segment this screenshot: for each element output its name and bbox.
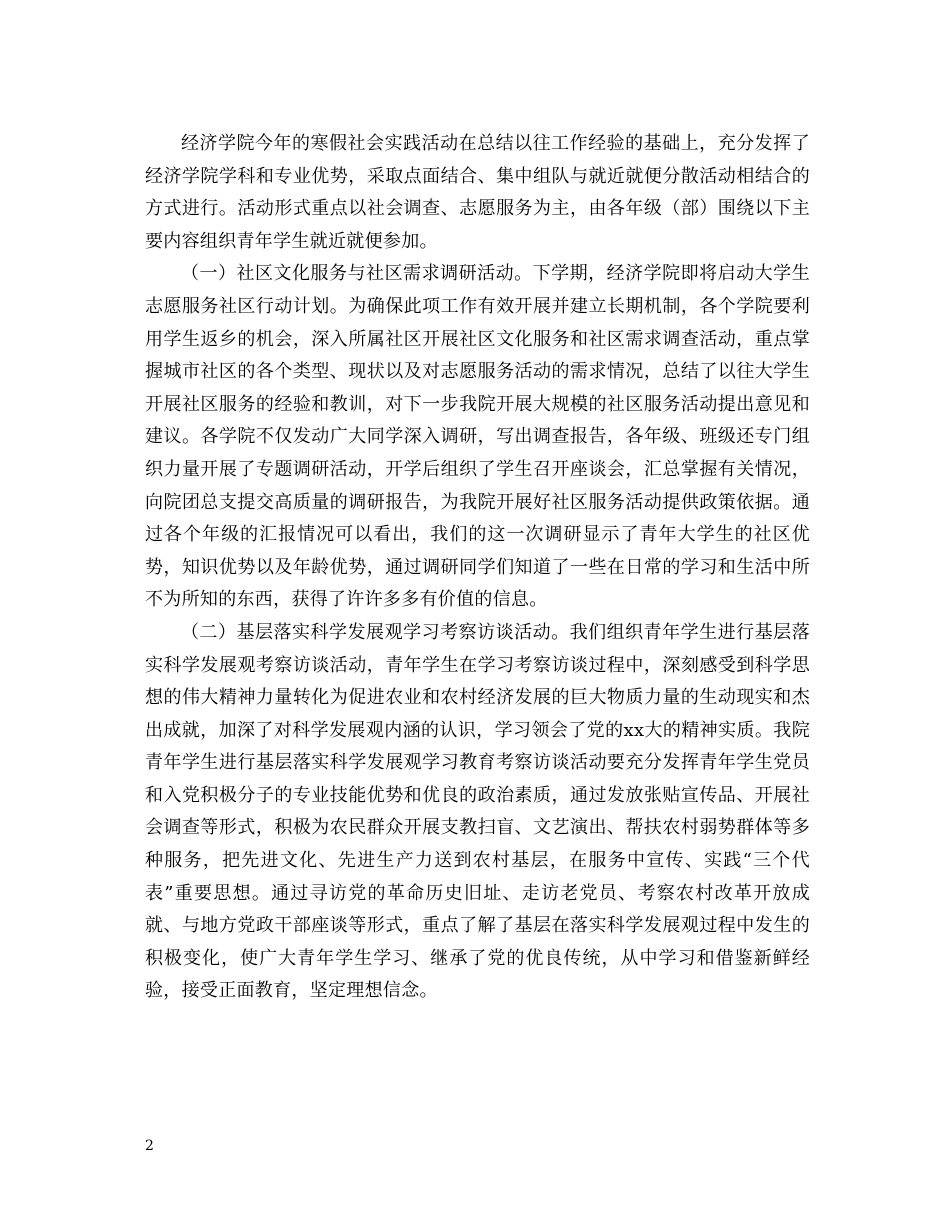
- paragraph-intro: 经济学院今年的寒假社会实践活动在总结以往工作经验的基础上，充分发挥了经济学院学科和专业优势，采取点面结合、集中组队与就近就便分散活动相结合的方式进行。活动形式重点以社会调查、志愿服务为主，由各年级（部）围绕以下主要内容组织青年学生就近就便参加。: [145, 133, 810, 252]
- document-body: [145, 128, 810, 1008]
- paragraph-section-1: （一）社区文化服务与社区需求调研活动。下学期，经济学院即将启动大学生志愿服务社区行动计划。为确保此项工作有效开展并建立长期机制，各个学院要利用学生返乡的机会，深入所属社区开展社区文化服务和社区需求调查活动，重点掌握城市社区的各个类型、现状以及对志愿服务活动的需求情况，总结了以往大学生开展社区服务的经验和教训，对下一步我院开展大规模的社区服务活动提出意见和建议。各学院不仅发动广大同学深入调研，写出调查报告，各年级、班级还专门组织力量开展了专题调研活动，开学后组织了学生召开座谈会，汇总掌握有关情况，向院团总支提交高质量的调研报告，为我院开展好社区服务活动提供政策依据。通过各个年级的汇报情况可以看出，我们的这一次调研显示了青年大学生的社区优势，知识优势以及年龄优势，通过调研同学们知道了一些在日常的学习和生活中所不为所知的东西，获得了许许多多有价值的信息。: [145, 263, 810, 611]
- paragraph-section-2: （二）基层落实科学发展观学习考察访谈活动。我们组织青年学生进行基层落实科学发展观考察访谈活动，青年学生在学习考察访谈过程中，深刻感受到科学思想的伟大精神力量转化为促进农业和农村经济发展的巨大物质力量的生动现实和杰出成就，加深了对科学发展观内涵的认识，学习领会了党的xx大的精神实质。我院青年学生进行基层落实科学发展观学习教育考察访谈活动要充分发挥青年学生党员和入党积极分子的专业技能优势和优良的政治素质，通过发放张贴宣传品、开展社会调查等形式，积极为农民群众开展支教扫盲、文艺演出、帮扶农村弱势群体等多种服务，把先进文化、先进生产力送到农村基层，在服务中宣传、实践“三个代表”重要思想。通过寻访党的革命历史旧址、走访老党员、考察农村改革开放成就、与地方党政干部座谈等形式，重点了解了基层在落实科学发展观过程中发生的积极变化，使广大青年学生学习、继承了党的优良传统，从中学习和借鉴新鲜经验，接受正面教育，坚定理想信念。: [145, 621, 810, 1002]
- page-number: 2: [145, 1138, 154, 1154]
